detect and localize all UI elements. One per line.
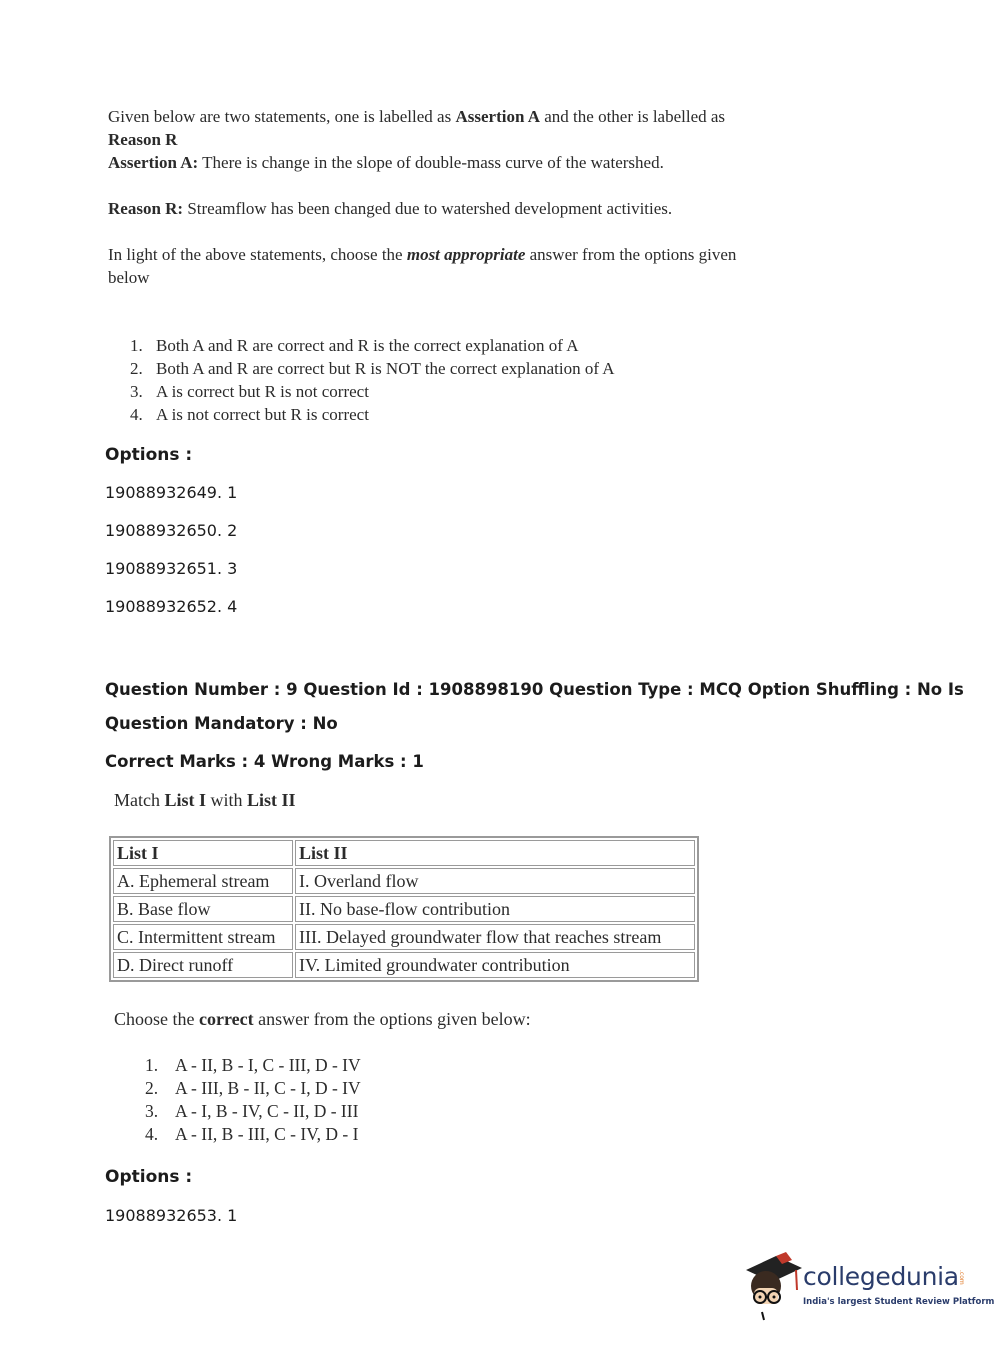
logo-com-suffix: .com [958, 1270, 965, 1285]
table-row [113, 896, 695, 922]
table-cell: IV. Limited groundwater contribution [295, 952, 695, 978]
table-header-cell: List I [113, 840, 293, 866]
q9-choice: 4. A - II, B - III, C - IV, D - I [145, 1124, 359, 1144]
q9-choose-instruction: Choose the correct answer from the options given below: [114, 1009, 531, 1029]
mascot-logo-icon [742, 1250, 804, 1322]
q8-assertion: Assertion A: There is change in the slope of double-mass curve of the watershed. [108, 153, 664, 172]
logo-brand-name: collegedunia [803, 1262, 959, 1291]
table-header-row [113, 840, 695, 866]
table-header-cell: List II [295, 840, 695, 866]
q8-choice: 2. Both A and R are correct but R is NOT the correct explanation of A [130, 359, 615, 378]
q9-options-heading: Options : [105, 1167, 193, 1187]
q9-meta-line1: Question Number : 9 Question Id : 1908898190 Question Type : MCQ Option Shuffling : No Is [105, 680, 964, 699]
q9-meta-line2: Question Mandatory : No [105, 714, 338, 733]
table-cell: II. No base-flow contribution [295, 896, 695, 922]
logo-tagline: India's largest Student Review Platform [803, 1297, 995, 1307]
q8-option: 19088932649. 1 [105, 483, 238, 502]
q8-choices [130, 334, 615, 426]
table-cell: B. Base flow [113, 896, 293, 922]
match-table [109, 836, 699, 982]
q9-choice: 3. A - I, B - IV, C - II, D - III [145, 1101, 359, 1121]
q8-intro: Given below are two statements, one is labelled as Assertion A and the other is labelled as Reason R [108, 107, 726, 149]
q8-choice: 4. A is not correct but R is correct [130, 405, 369, 424]
table-cell: I. Overland flow [295, 868, 695, 894]
q8-option: 19088932651. 3 [105, 559, 238, 578]
q9-marks: Correct Marks : 4 Wrong Marks : 1 [105, 752, 424, 771]
table-row [113, 868, 695, 894]
q8-options-heading: Options : [105, 445, 193, 465]
q8-option: 19088932650. 2 [105, 521, 238, 540]
table-row [113, 952, 695, 978]
q9-choice: 2. A - III, B - II, C - I, D - IV [145, 1078, 361, 1098]
q8-option: 19088932652. 4 [105, 597, 238, 616]
q9-match-heading: Match List I with List II [114, 790, 296, 810]
table-cell: D. Direct runoff [113, 952, 293, 978]
q9-option: 19088932653. 1 [105, 1206, 238, 1225]
q8-choice: 1. Both A and R are correct and R is the correct explanation of A [130, 336, 579, 355]
q8-reason: Reason R: Streamflow has been changed due to watershed development activities. [108, 199, 673, 218]
table-row [113, 924, 695, 950]
table-cell: C. Intermittent stream [113, 924, 293, 950]
q9-choices [145, 1054, 361, 1146]
table-cell: III. Delayed groundwater flow that reaches stream [295, 924, 695, 950]
q8-instruction: In light of the above statements, choose the most appropriate answer from the options given below [108, 245, 737, 287]
table-cell: A. Ephemeral stream [113, 868, 293, 894]
q8-choice: 3. A is correct but R is not correct [130, 382, 369, 401]
q9-choice: 1. A - II, B - I, C - III, D - IV [145, 1055, 361, 1075]
